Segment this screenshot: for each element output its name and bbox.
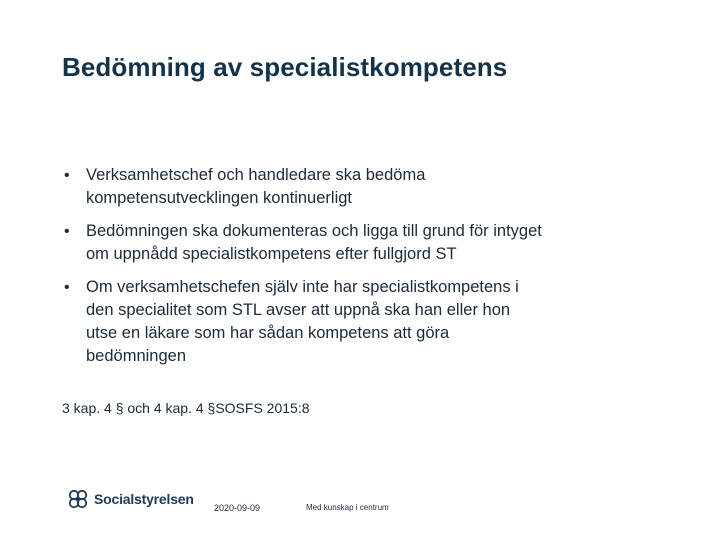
bullet-item — [64, 164, 664, 210]
footer-date: 2020-09-09 — [214, 503, 261, 513]
bullet-text-line: den specialitet som STL avser att uppnå ska han eller hon — [86, 301, 511, 319]
bullet-list — [64, 164, 664, 378]
bullet-text-line: utse en läkare som har sådan kompetens att göra — [86, 324, 450, 342]
bullet-text-line: kompetensutvecklingen kontinuerligt — [86, 189, 352, 207]
footer-tagline: Med kunskap i centrum — [306, 503, 389, 512]
slide-title: Bedömning av specialistkompetens — [62, 52, 508, 82]
bullet-item — [64, 220, 664, 266]
bullet-text-line: Om verksamhetschefen själv inte har specialistkompetens i — [86, 278, 519, 296]
legal-reference: 3 kap. 4 § och 4 kap. 4 §SOSFS 2015:8 — [62, 400, 310, 416]
socialstyrelsen-logo — [66, 487, 194, 511]
bullet-dot: • — [64, 167, 70, 184]
bullet-text-line: om uppnådd specialistkompetens efter fullgjord ST — [86, 245, 457, 263]
logo-wordmark: Socialstyrelsen — [94, 491, 194, 507]
bullet-dot: • — [64, 223, 70, 240]
bullet-text-line: bedömningen — [86, 347, 186, 365]
bullet-item — [64, 276, 664, 368]
bullet-text-line: Bedömningen ska dokumenteras och ligga till grund för intyget — [86, 222, 542, 240]
socialstyrelsen-emblem-icon — [66, 487, 90, 511]
bullet-text-line: Verksamhetschef och handledare ska bedöma — [86, 166, 426, 184]
bullet-dot: • — [64, 279, 70, 296]
